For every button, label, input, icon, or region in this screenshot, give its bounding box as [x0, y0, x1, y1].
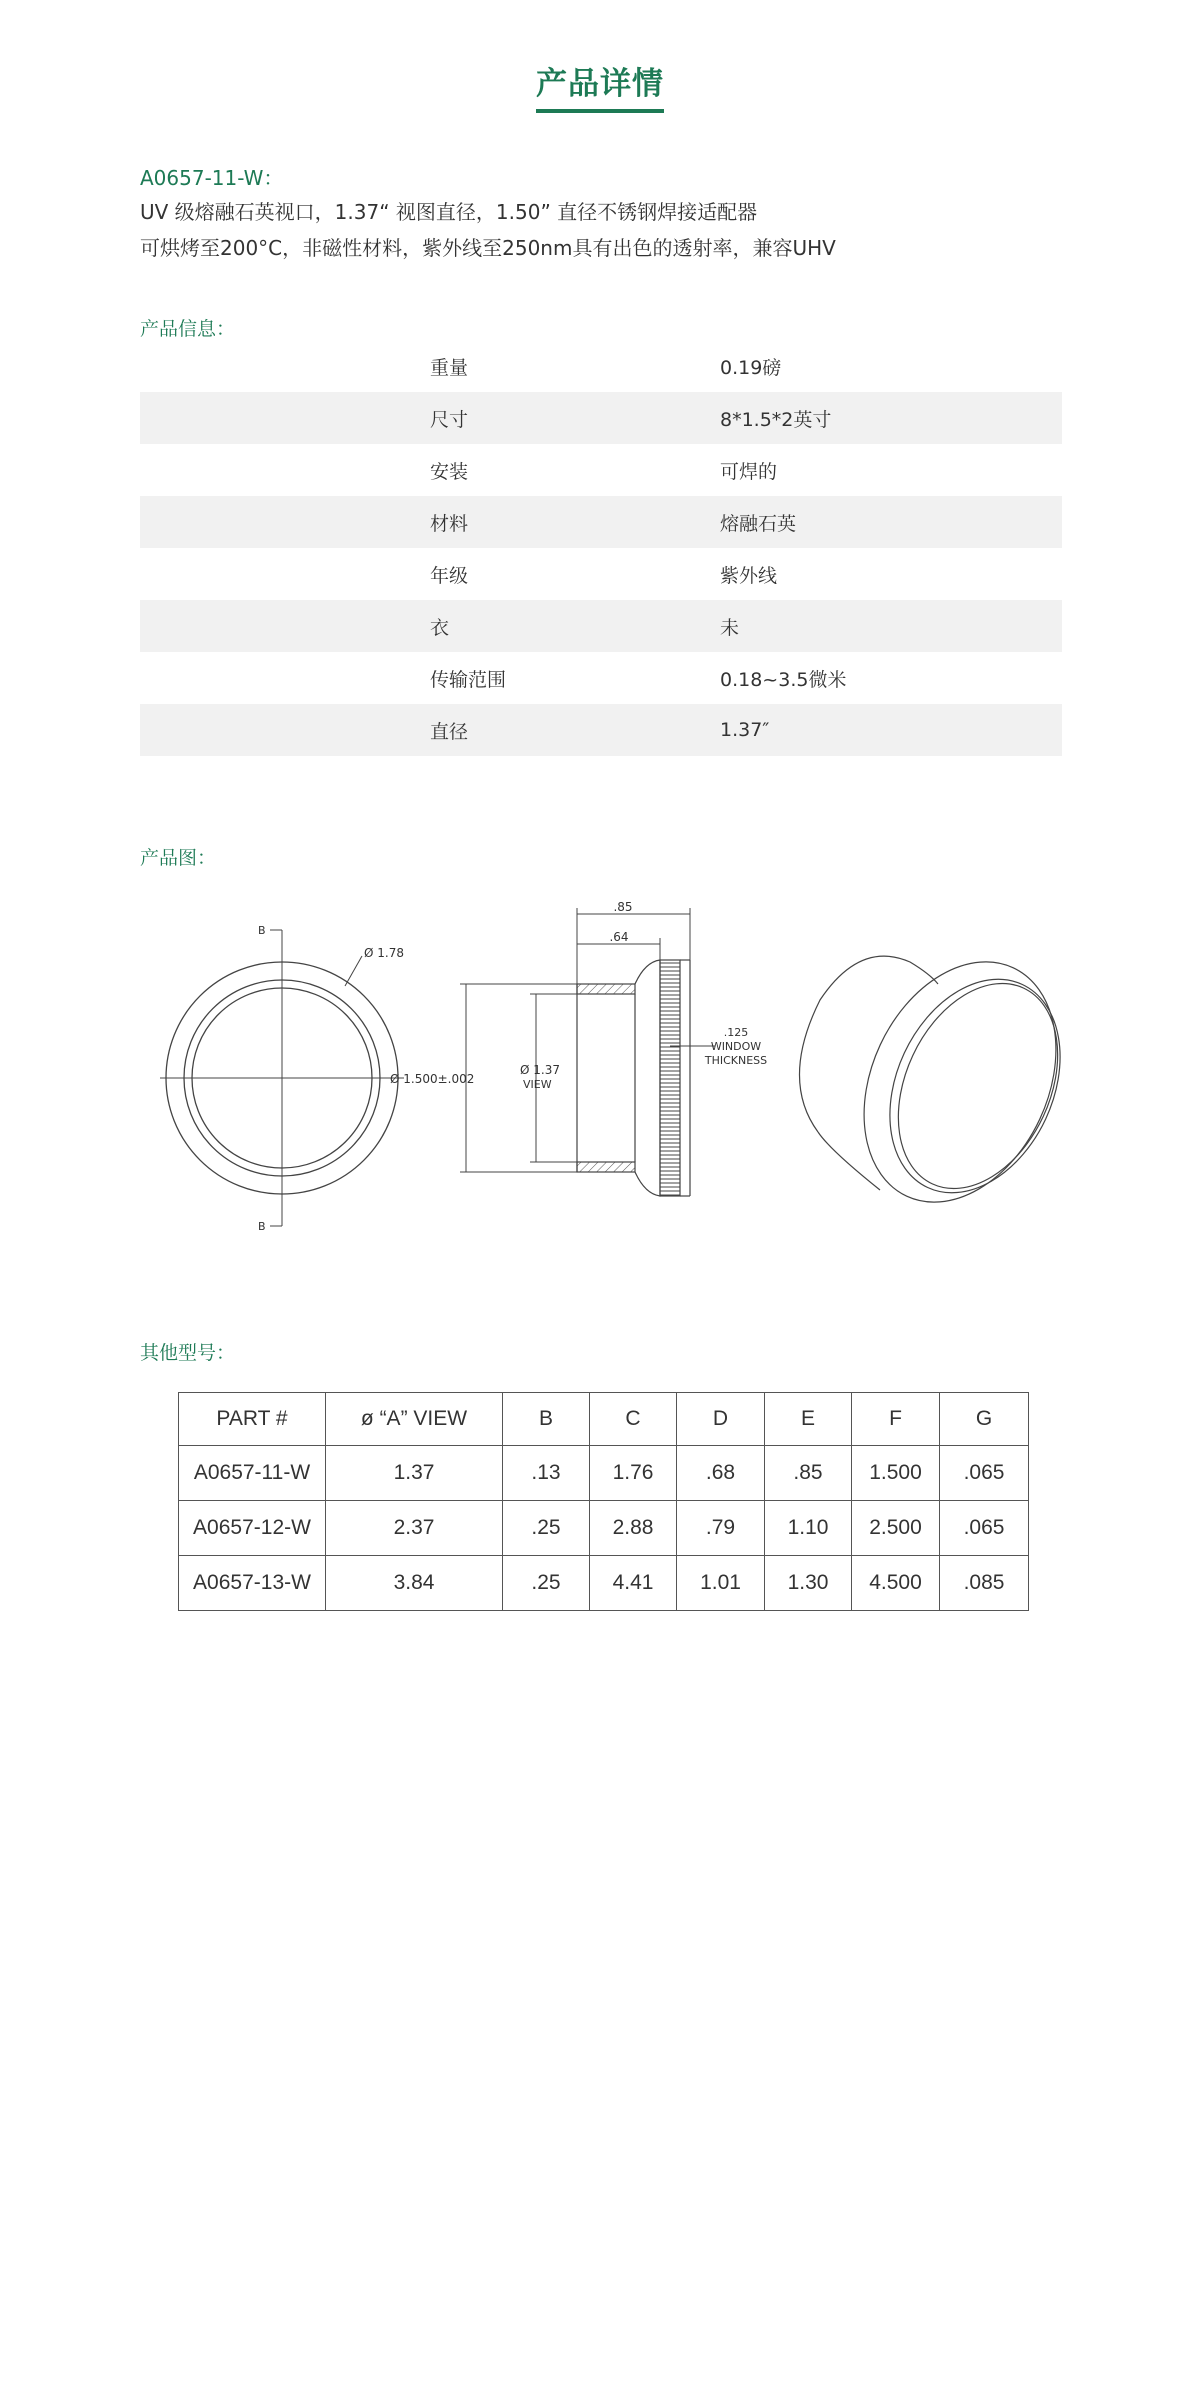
info-row	[140, 496, 1062, 548]
cell-f: 2.500	[852, 1501, 940, 1556]
front-view	[160, 930, 404, 1226]
col-b: B	[503, 1393, 590, 1446]
spec-table	[178, 1392, 1029, 1611]
window-label: WINDOW	[710, 1040, 762, 1053]
info-key: 材料	[140, 496, 720, 548]
title-wrap	[0, 58, 1200, 113]
col-f: F	[852, 1393, 940, 1446]
info-value: 紫外线	[720, 564, 778, 587]
spec-header-row	[179, 1393, 1029, 1446]
info-value: 1.37″	[720, 704, 1062, 756]
info-value: 8*1.5*2英寸	[720, 392, 1062, 444]
cell-d: .79	[677, 1501, 765, 1556]
info-heading: 产品信息：	[140, 318, 236, 340]
cell-f: 1.500	[852, 1446, 940, 1501]
col-view: ø “A” VIEW	[326, 1393, 503, 1446]
dia-178-label: Ø 1.78	[364, 946, 404, 960]
page-title: 产品详情	[536, 58, 664, 113]
b-top-label: B	[258, 924, 266, 937]
intro-line-1: UV 级熔融石英视口，1.37“ 视图直径，1.50” 直径不锈钢焊接适配器	[140, 200, 758, 224]
cell-e: 1.10	[765, 1501, 852, 1556]
col-g: G	[940, 1393, 1029, 1446]
info-value: 熔融石英	[720, 496, 1062, 548]
info-value: 可焊的	[720, 460, 778, 483]
info-row	[140, 392, 1062, 444]
info-value: 0.18~3.5微米	[720, 668, 847, 691]
thickness-label: THICKNESS	[704, 1054, 768, 1067]
info-row	[140, 600, 1062, 652]
info-row	[140, 444, 1062, 496]
table-row	[179, 1446, 1029, 1501]
intro-line-2: 可烘烤至200°C，非磁性材料，紫外线至250nm具有出色的透射率，兼容UHV	[140, 236, 836, 260]
drawing-heading: 产品图：	[140, 847, 217, 869]
info-key: 直径	[140, 704, 720, 756]
isometric-view	[799, 931, 1080, 1234]
product-intro	[140, 162, 1080, 266]
cell-part: A0657-13-W	[179, 1556, 326, 1611]
cell-c: 4.41	[590, 1556, 677, 1611]
t125-label: .125	[723, 1026, 749, 1039]
info-key: 安装	[430, 460, 469, 483]
info-value: 0.19磅	[720, 356, 782, 379]
col-part: PART #	[179, 1393, 326, 1446]
info-key: 尺寸	[140, 392, 720, 444]
info-value: 未	[720, 600, 1062, 652]
table-row	[179, 1501, 1029, 1556]
b-bottom-label: B	[258, 1220, 266, 1233]
cell-d: .68	[677, 1446, 765, 1501]
info-key: 重量	[430, 356, 469, 379]
info-row	[140, 548, 1062, 600]
table-row	[179, 1556, 1029, 1611]
cell-part: A0657-12-W	[179, 1501, 326, 1556]
dia-1500-label: Ø 1.500±.002	[390, 1072, 475, 1086]
col-c: C	[590, 1393, 677, 1446]
cell-g: .065	[940, 1446, 1029, 1501]
info-key: 传输范围	[430, 668, 507, 691]
product-drawing	[140, 890, 1080, 1240]
dim-64-label: .64	[609, 930, 629, 944]
dim-85-label: .85	[613, 900, 633, 914]
cell-c: 1.76	[590, 1446, 677, 1501]
cell-view: 2.37	[326, 1501, 503, 1556]
info-row	[140, 340, 1062, 392]
info-table	[140, 340, 1062, 756]
info-key: 年级	[430, 564, 469, 587]
cell-b: .25	[503, 1556, 590, 1611]
cell-g: .065	[940, 1501, 1029, 1556]
technical-drawing-svg	[140, 890, 1080, 1240]
cell-b: .25	[503, 1501, 590, 1556]
col-e: E	[765, 1393, 852, 1446]
cell-b: .13	[503, 1446, 590, 1501]
cell-view: 1.37	[326, 1446, 503, 1501]
cell-g: .085	[940, 1556, 1029, 1611]
info-key: 衣	[140, 600, 720, 652]
other-models-heading: 其他型号：	[140, 1342, 236, 1364]
cell-d: 1.01	[677, 1556, 765, 1611]
info-row	[140, 704, 1062, 756]
cell-f: 4.500	[852, 1556, 940, 1611]
col-d: D	[677, 1393, 765, 1446]
cell-c: 2.88	[590, 1501, 677, 1556]
cell-e: 1.30	[765, 1556, 852, 1611]
dia-137-label: Ø 1.37	[520, 1063, 560, 1077]
view-label: VIEW	[523, 1078, 552, 1091]
side-view	[460, 908, 715, 1196]
cell-view: 3.84	[326, 1556, 503, 1611]
cell-part: A0657-11-W	[179, 1446, 326, 1501]
model-number: A0657-11-W：	[140, 166, 284, 190]
cell-e: .85	[765, 1446, 852, 1501]
info-row	[140, 652, 1062, 704]
